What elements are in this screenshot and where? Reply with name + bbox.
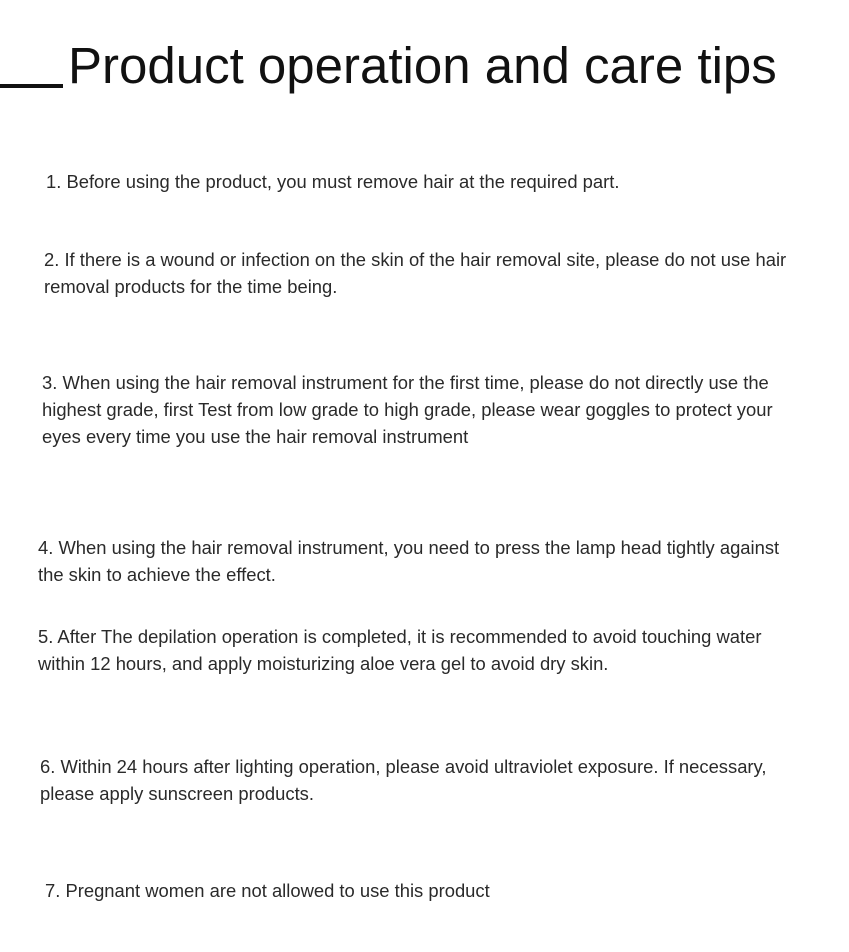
tip-item-1: 1. Before using the product, you must remove hair at the required part. <box>46 171 620 192</box>
tip-item-6: 6. Within 24 hours after lighting operation, please avoid ultraviolet exposure. If necessary, please apply sunscreen products. <box>40 756 767 804</box>
tip-item-7: 7. Pregnant women are not allowed to use this product <box>45 880 490 901</box>
page-title: Product operation and care tips <box>68 37 777 94</box>
title-underline-decoration <box>0 84 63 88</box>
tip-item-3: 3. When using the hair removal instrument for the first time, please do not directly use the highest grade, first Test from low grade to high grade, please wear goggles to protect your eyes every time you use the hair removal instrument <box>42 372 773 447</box>
tip-item-4: 4. When using the hair removal instrument, you need to press the lamp head tightly against the skin to achieve the effect. <box>38 537 780 585</box>
tip-item-2: 2. If there is a wound or infection on the skin of the hair removal site, please do not use hair removal products for the time being. <box>44 249 787 297</box>
tip-item-5: 5. After The depilation operation is completed, it is recommended to avoid touching water within 12 hours, and apply moisturizing aloe vera gel to avoid dry skin. <box>38 626 762 674</box>
